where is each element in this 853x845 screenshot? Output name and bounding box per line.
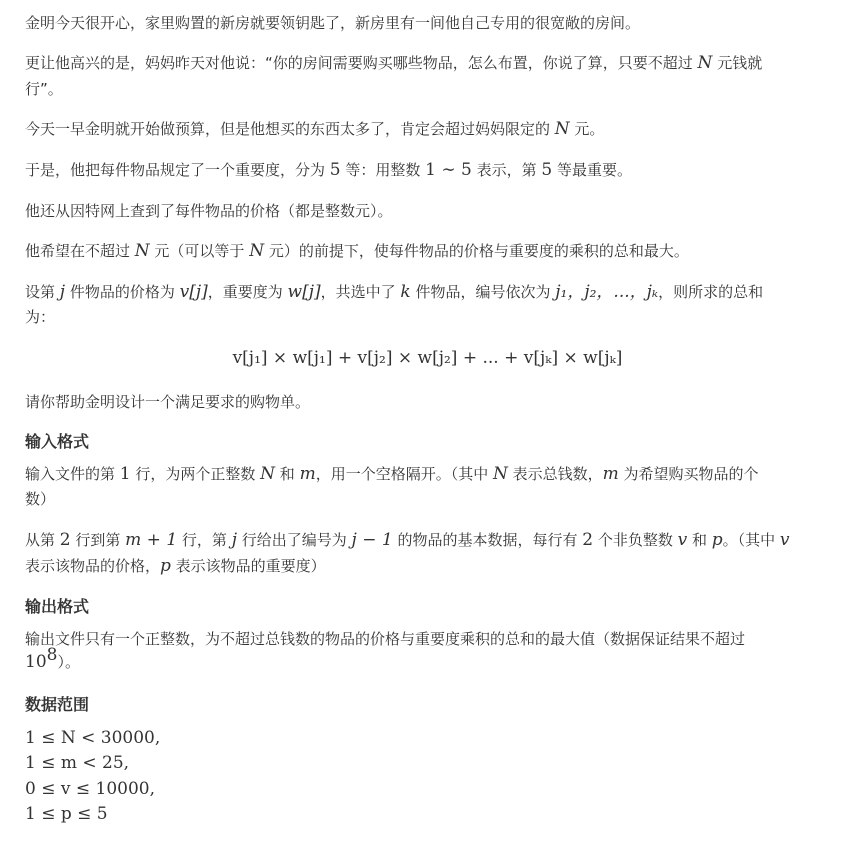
paragraph-input-lines: 从第 2 行到第 m + 1 行，第 j 行给出了编号为 j − 1 的物品的基本数据，每行有 2 个非负整数 v 和 p。（其中 v xyxy=(25,530,790,550)
paragraph-output-cont: $10^8$）。 xyxy=(25,645,80,672)
paragraph-budget: 今天一早金明就开始做预算，但是他想买的东西太多了，肯定会超过妈妈限定的 N 元。 xyxy=(25,119,605,139)
sum-formula: v[j₁] × w[j₁] + v[j₂] × w[j₂] + ... + v[jₖ] × w[jₖ] xyxy=(232,348,623,368)
data-range-heading: 数据范围 xyxy=(25,695,90,714)
paragraph-definition-cont: 为： xyxy=(25,308,56,326)
paragraph-request: 请你帮助金明设计一个满足要求的购物单。 xyxy=(25,393,311,411)
paragraph-intro: 金明今天很开心，家里购置的新房就要领钥匙了，新房里有一间他自己专用的很宽敞的房间。 xyxy=(25,14,641,32)
paragraph-definition: 设第 j 件物品的价格为 v[j]，重要度为 w[j]，共选中了 k 件物品，编号依次为 j₁，j₂，...，jₖ，则所求的总和 xyxy=(25,282,764,302)
paragraph-output: 输出文件只有一个正整数，为不超过总钱数的物品的价格与重要度乘积的总和的最大值（数据保证结果不超过 xyxy=(25,630,746,648)
paragraph-mother-quote-cont: 行”。 xyxy=(25,80,63,98)
input-format-heading: 输入格式 xyxy=(25,432,90,451)
range-n: 1 ≤ N < 30000, xyxy=(25,728,161,748)
paragraph-input-line1-cont: 数） xyxy=(25,490,56,508)
paragraph-mother-quote: 更让他高兴的是，妈妈昨天对他说：“你的房间需要购买哪些物品，怎么布置，你说了算，只要不超过 N 元钱就 xyxy=(25,53,763,73)
paragraph-input-line1: 输入文件的第 1 行，为两个正整数 N 和 m，用一个空格隔开。（其中 N 表示总钱数，m 为希望购买物品的个 xyxy=(25,464,759,484)
range-p: 1 ≤ p ≤ 5 xyxy=(25,804,108,824)
output-format-heading: 输出格式 xyxy=(25,597,90,616)
paragraph-prices: 他还从因特网上查到了每件物品的价格（都是整数元）。 xyxy=(25,202,393,220)
range-v: 0 ≤ v ≤ 10000, xyxy=(25,779,156,799)
range-m: 1 ≤ m < 25, xyxy=(25,753,130,773)
paragraph-importance: 于是，他把每件物品规定了一个重要度，分为 5 等：用整数 1 ∼ 5 表示，第 5 等最重要。 xyxy=(25,160,632,180)
paragraph-input-lines-cont: 表示该物品的价格，p 表示该物品的重要度） xyxy=(25,556,326,576)
paragraph-goal: 他希望在不超过 N 元（可以等于 N 元）的前提下，使每件物品的价格与重要度的乘积的总和最大。 xyxy=(25,241,689,261)
